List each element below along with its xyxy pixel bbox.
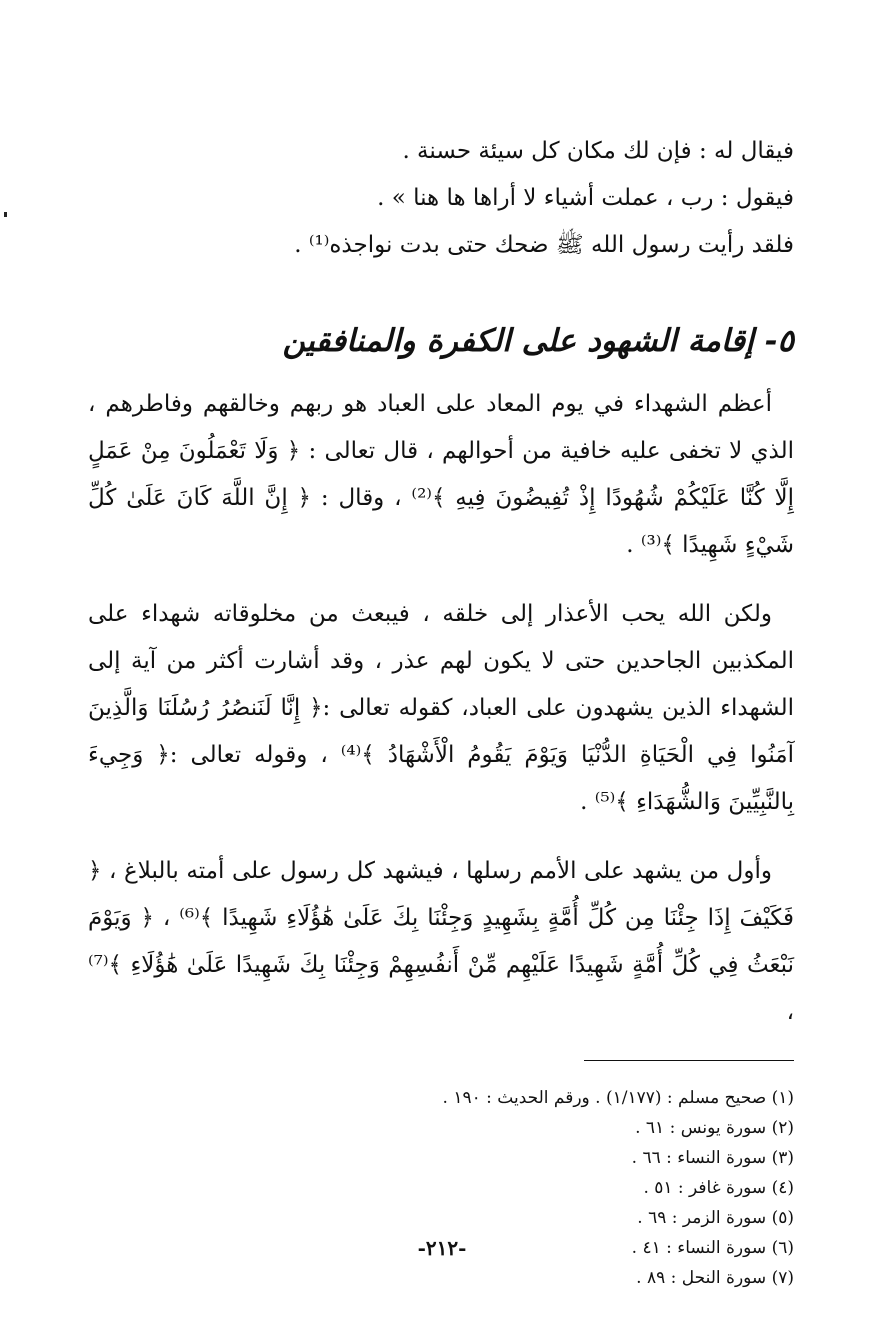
paragraph: وأول من يشهد على الأمم رسلها ، فيشهد كل رسول على أمته بالبلاغ ، ﴿ فَكَيْفَ إِذَا جِئْنَا مِن كُلِّ أُمَّةٍ بِشَهِيدٍ وَجِئْنَا بِكَ عَلَىٰ هَٰؤُلَاءِ شَهِيدًا ﴾⁽⁶⁾ ، ﴿ وَيَوْمَ نَبْعَثُ فِي كُلِّ أُمَّةٍ شَهِيدًا عَلَيْهِم مِّنْ أَنفُسِهِمْ وَجِئْنَا بِكَ شَهِيدًا عَلَىٰ هَٰؤُلَاءِ ﴾⁽⁷⁾ ،: [88, 858, 794, 1025]
footnote: (٤) سورة غافر : ٥١ .: [643, 1178, 794, 1198]
footnote: (٢) سورة يونس : ٦١ .: [635, 1118, 794, 1138]
scan-edge-mark: [4, 212, 7, 217]
footnotes: [88, 1083, 794, 1293]
footnote: (٣) سورة النساء : ٦٦ .: [631, 1148, 794, 1168]
footnote: (٦) سورة النساء : ٤١ .: [631, 1238, 794, 1258]
page-number: -٢١٢-: [417, 1236, 467, 1260]
footnote-separator: [584, 1060, 794, 1061]
section-heading: ٥- إقامة الشهود على الكفرة والمنافقين: [282, 323, 794, 359]
intro-line: فيقول : رب ، عملت أشياء لا أراها ها هنا » .: [377, 185, 794, 211]
paragraph: ولكن الله يحب الأعذار إلى خلقه ، فيبعث من مخلوقاته شهداء على المكذبين الجاحدين حتى لا يكون لهم عذر ، وقد أشارت أكثر من آية إلى الشهداء الذين يشهدون على العباد، كقوله تعالى :﴿ إِنَّا لَنَنصُرُ رُسُلَنَا وَالَّذِينَ آمَنُوا فِي الْحَيَاةِ الدُّنْيَا وَيَوْمَ يَقُومُ الْأَشْهَادُ ﴾⁽⁴⁾ ، وقوله تعالى :﴿ وَجِيءَ بِالنَّبِيِّينَ وَالشُّهَدَاءِ ﴾⁽⁵⁾ .: [88, 601, 795, 815]
intro-line: فلقد رأيت رسول الله ﷺ ضحك حتى بدت نواجذه⁽¹⁾ .: [294, 232, 794, 258]
footnote: (٧) سورة النحل : ٨٩ .: [636, 1268, 794, 1288]
intro-line: فيقال له : فإن لك مكان كل سيئة حسنة .: [402, 138, 794, 164]
footnote: (١) صحيح مسلم : (١/١٧٧) . ورقم الحديث : ١٩٠ .: [442, 1088, 794, 1108]
footnote: (٥) سورة الزمر : ٦٩ .: [637, 1208, 794, 1228]
book-page: [88, 128, 794, 1293]
paragraph: أعظم الشهداء في يوم المعاد على العباد هو ربهم وخالقهم وفاطرهم ، الذي لا تخفى عليه خافية من أحوالهم ، قال تعالى : ﴿ وَلَا تَعْمَلُونَ مِنْ عَمَلٍ إِلَّا كُنَّا عَلَيْكُمْ شُهُودًا إِذْ تُفِيضُونَ فِيهِ ﴾⁽²⁾ ، وقال : ﴿ إِنَّ اللَّهَ كَانَ عَلَىٰ كُلِّ شَيْءٍ شَهِيدًا ﴾⁽³⁾ .: [88, 391, 794, 558]
intro-block: [88, 128, 794, 269]
